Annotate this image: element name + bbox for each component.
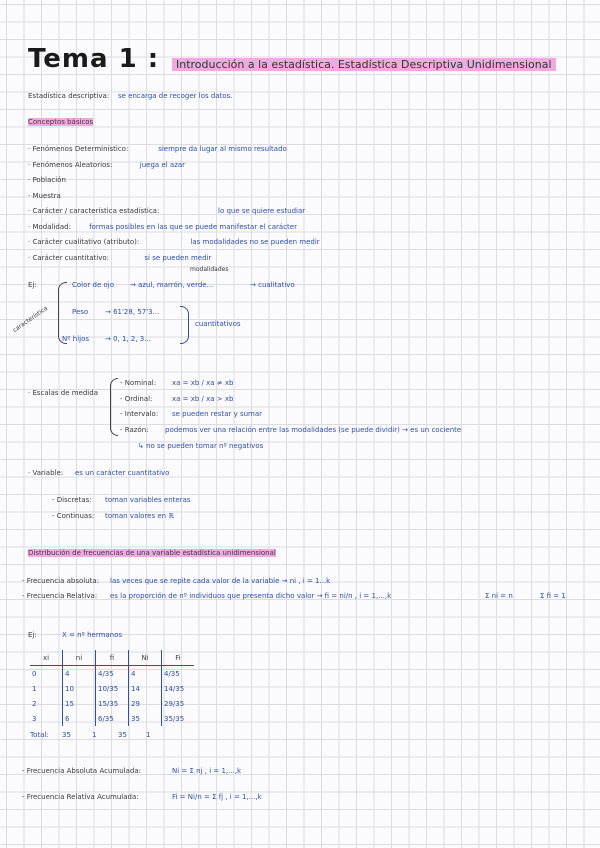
table-cell: 35 bbox=[129, 711, 162, 726]
basics-item-term: · Muestra bbox=[28, 191, 61, 200]
example2-desc: X = nº hermanos bbox=[62, 631, 123, 639]
ex1-row3-right: → 0, 1, 2, 3... bbox=[105, 335, 151, 343]
basics-item-term: · Carácter / característica estadística: bbox=[28, 207, 160, 215]
ex1-row2-left: Peso bbox=[72, 308, 89, 316]
table-total-cell: Total: bbox=[30, 731, 49, 739]
cum-rel-def: Fi = Ni/n = Σ fj , i = 1,...,k bbox=[172, 793, 262, 801]
table-header-row bbox=[30, 650, 194, 666]
basics-item-def: juega el azar bbox=[139, 160, 186, 169]
intro-term: Estadística descriptiva: bbox=[28, 92, 110, 100]
scales-note: ↳ no se pueden tomar nº negativos bbox=[138, 442, 264, 450]
table-header-cell: fi bbox=[96, 650, 129, 666]
basics-item-term: · Modalidad: bbox=[28, 222, 71, 231]
scales-brace bbox=[110, 378, 118, 436]
table-cell: 29 bbox=[129, 696, 162, 711]
example1-label: Ej: bbox=[28, 281, 37, 289]
table-cell: 2 bbox=[30, 696, 63, 711]
cum-abs-def: Ni = Σ nj , i = 1,...,k bbox=[172, 767, 242, 775]
scale-item-def: xa = xb / xa ≠ xb bbox=[172, 379, 234, 387]
basics-item-term: · Fenómenos Determinístico: bbox=[28, 145, 129, 153]
table-cell: 4 bbox=[129, 666, 162, 682]
table-header-cell: xi bbox=[30, 650, 63, 666]
abs-freq-def: las veces que se repite cada valor de la variable → ni , i = 1...k bbox=[110, 577, 331, 585]
ex1-quant: cuantitativos bbox=[195, 320, 241, 328]
table-cell: 3 bbox=[30, 711, 63, 726]
scales-label: · Escalas de medida bbox=[28, 389, 98, 397]
table-cell: 6/35 bbox=[96, 711, 129, 726]
table-row bbox=[30, 711, 194, 726]
frequency-table bbox=[30, 650, 194, 726]
basics-item-def: las modalidades no se pueden medir bbox=[190, 238, 320, 246]
basics-item-term: · Fenómenos Aleatorios: bbox=[28, 160, 113, 169]
example1-top-label: modalidades bbox=[190, 266, 229, 273]
table-cell: 29/35 bbox=[164, 699, 185, 708]
abs-freq-term: - Frecuencia absoluta: bbox=[22, 577, 100, 585]
example2-label: Ej: bbox=[28, 631, 37, 639]
ex1-row1-right: → azul, marrón, verde... bbox=[130, 281, 214, 289]
rel-freq-def: es la proporción de nº individuos que presenta dicho valor → fi = ni/n , i = 1,...,k bbox=[110, 592, 392, 600]
table-cell: 4/35 bbox=[164, 669, 180, 678]
example1-side-label: característica bbox=[11, 304, 50, 335]
table-cell: 4/35 bbox=[96, 666, 129, 682]
basics-item-term: · Carácter cualitativo (atributo): bbox=[28, 238, 140, 246]
sum-ni: Σ ni = n bbox=[485, 592, 513, 600]
table-cell: 14 bbox=[129, 681, 162, 696]
rel-freq-term: - Frecuencia Relativa: bbox=[22, 592, 98, 600]
table-cell: 6 bbox=[63, 711, 96, 726]
variable-def: es un carácter cuantitativo bbox=[75, 469, 170, 477]
table-cell: 15/35 bbox=[96, 696, 129, 711]
scale-item-name: - Ordinal: bbox=[120, 394, 153, 403]
quant-brace bbox=[180, 306, 189, 344]
ex1-row2-right: → 61'28, 57'3... bbox=[105, 308, 160, 316]
table-total-cell: 1 bbox=[146, 731, 151, 739]
page-title: Tema 1 : bbox=[28, 44, 160, 74]
table-header-cell: Fi bbox=[162, 650, 195, 666]
variable-continuous-def: toman valores en ℝ bbox=[105, 512, 174, 520]
table-total-cell: 35 bbox=[62, 731, 71, 739]
table-cell: 10 bbox=[63, 681, 96, 696]
variable-continuous: - Continuas: bbox=[52, 512, 95, 520]
ex1-row1-kind: → cualitativo bbox=[250, 281, 295, 289]
sum-fi: Σ fi = 1 bbox=[540, 592, 566, 600]
table-total-cell: 1 bbox=[92, 731, 97, 739]
table-total-cell: 35 bbox=[118, 731, 127, 739]
page-subtitle: Introducción a la estadística. Estadística Descriptiva Unidimensional bbox=[172, 58, 556, 71]
table-row bbox=[30, 696, 194, 711]
intro-definition: se encarga de recoger los datos. bbox=[118, 92, 233, 100]
basics-item-term: · Población bbox=[28, 176, 66, 184]
table-row bbox=[30, 666, 194, 682]
table-cell: 15 bbox=[63, 696, 96, 711]
scale-item-name: - Nominal: bbox=[120, 379, 157, 387]
variable-term: · Variable: bbox=[28, 469, 64, 477]
table-header-cell: Ni bbox=[129, 650, 162, 666]
variable-discrete: - Discretas: bbox=[52, 496, 92, 504]
scale-item-def: podemos ver una relación entre las modalidades (se puede dividir) → es un cociente bbox=[165, 425, 462, 434]
table-header-cell: ni bbox=[63, 650, 96, 666]
basics-item-def: siempre da lugar al mismo resultado bbox=[158, 145, 287, 153]
table-cell: 1 bbox=[30, 681, 63, 696]
ex1-row3-left: Nº hijos bbox=[62, 335, 90, 343]
cum-rel-term: - Frecuencia Relativa Acumulada: bbox=[22, 793, 139, 801]
table-cell: 0 bbox=[30, 666, 63, 682]
table-cell: 10/35 bbox=[96, 681, 129, 696]
table-row bbox=[30, 681, 194, 696]
basics-item-def: formas posibles en las que se puede manifestar el carácter bbox=[89, 222, 297, 231]
table-cell: 35/35 bbox=[164, 714, 185, 723]
scale-item-name: - Intervalo: bbox=[120, 410, 159, 418]
scale-item-name: - Razón: bbox=[120, 425, 149, 434]
basics-item-def: lo que se quiere estudiar bbox=[218, 207, 306, 215]
distribution-heading: Distribución de frecuencias de una variable estadística unidimensional bbox=[28, 549, 276, 557]
ex1-row1-left: Color de ojo bbox=[72, 281, 114, 289]
basics-item-def: sí se pueden medir bbox=[144, 253, 212, 262]
table-cell: 14/35 bbox=[164, 684, 185, 693]
scale-item-def: xa = xb / xa > xb bbox=[172, 394, 234, 403]
basics-item-term: · Carácter cuantitativo: bbox=[28, 253, 110, 262]
variable-discrete-def: toman variables enteras bbox=[105, 496, 191, 504]
table-cell: 4 bbox=[63, 666, 96, 682]
cum-abs-term: - Frecuencia Absoluta Acumulada: bbox=[22, 767, 141, 775]
scale-item-def: se pueden restar y sumar bbox=[172, 410, 263, 418]
basics-heading: Conceptos básicos bbox=[28, 118, 94, 126]
